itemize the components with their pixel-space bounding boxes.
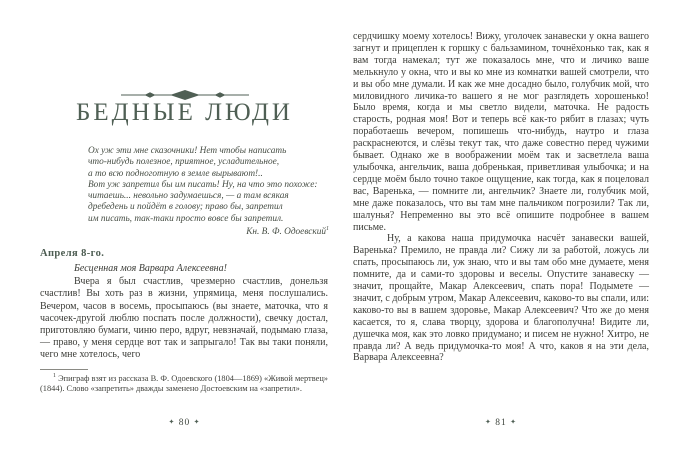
right-page — [353, 0, 649, 466]
page-number-left — [40, 418, 329, 428]
epigraph-line: что-нибудь полезное, приятное, усладительное, — [88, 157, 280, 168]
letter-body-left — [40, 263, 328, 362]
folio-ornament-icon: ✦ — [485, 418, 492, 426]
epigraph-attribution — [88, 227, 329, 238]
footnote-rule — [40, 369, 88, 370]
letter-body-right — [353, 31, 649, 364]
folio-ornament-icon: ✦ — [510, 418, 517, 426]
chapter-title: БЕДНЫЕ ЛЮДИ — [76, 99, 293, 126]
folio-ornament-icon: ✦ — [168, 418, 176, 426]
left-page — [40, 0, 329, 466]
letter-salutation: Бесценная моя Варвара Алексеевна! — [74, 263, 227, 274]
epigraph-line: Вот уж запретил бы им писать! Ну, на что это похоже: — [88, 179, 318, 190]
page-number-right — [353, 418, 649, 428]
folio-number: 81 — [495, 418, 507, 428]
footnote — [40, 369, 328, 395]
letter-paragraph: Ну, а какова наша придумочка насчёт занавески вашей, Варенька? Премило, не правда ли? Сижу ли за работой, ложусь ли спать, просыпаюсь ли, уж знаю, что и вы там обо мне думаете, меня помните, да и сами-то здоровы и веселы. Опустите занавеску — значит, прощайте, Макар Алексеевич, спать пора! Подымете — значит, с добрым утром, Макар Алексеевич, каково-то вы спали, или: каково-то вы в вашем здоровье, Макар Алексеевич? Что же до меня касается, то я, слава творцу, здорова и благополучна! Видите ли, душечка моя, как это ловко придумано; и писем не нужно! Хитро, не правда ли? А ведь придумочка-то моя! А что, каков я на эти дела, Варвара Алексеевна? — [353, 233, 649, 364]
footnote-reference-mark: 1 — [326, 225, 329, 232]
epigraph-line: им писать, так-таки просто вовсе бы запретил. — [88, 213, 284, 224]
footnote-body: Эпиграф взят из рассказа В. Ф. Одоевского (1804—1869) «Живой мертвец» (1844). Слово «запретить» дважды заменено Достоевским на «запретил». — [40, 374, 328, 394]
folio-ornament-icon: ✦ — [193, 418, 201, 426]
epigraph-line: дребедень и пойдёт в голову; право бы, запретил — [88, 202, 283, 213]
footnote-mark: 1 — [53, 373, 56, 380]
letter-date-heading: Апреля 8-го. — [40, 248, 105, 259]
letter-paragraph: Вчера я был счастлив, чрезмерно счастлив, донельзя счастлив! Вы хоть раз в жизни, упрямица, меня послушались. Вечером, часов в восемь, просыпаюсь (вы знаете, маточка, что я часочек-другой люблю поспать после должности), свечку достал, приготовляю бумаги, чиню перо, вдруг, невзначай, подымаю глаза, — право, у меня сердце вот так и запрыгало! Так вы таки поняли, чего мне хотелось, чего — [40, 276, 328, 361]
epigraph-line: а то всю подноготную в земле вырывают!.. — [88, 168, 263, 179]
epigraph-line: Ох уж эти мне сказочники! Нет чтобы написать — [88, 146, 287, 156]
epigraph — [88, 146, 329, 238]
epigraph-line: читаешь... невольно задумаешься, — а там всякая — [88, 191, 289, 202]
folio-number: 80 — [178, 418, 191, 428]
letter-paragraph: сердчишку моему хотелось! Вижу, уголочек занавески у окна вашего загнут и прицеплен к горшку с бальзамином, точнёхонько так, как я вам тогда намекал; тут же показалось мне, что и личико ваше мелькнуло у окна, что и вы ко мне из комнатки вашей смотрели, что и вы обо мне думали. И как же мне досадно было, голубчик мой, что миловидного личика-то вашего я не мог разглядеть хорошенько! Было время, когда и мы светло видели, маточка. Не радость старость, родная моя! Вот и теперь всё как-то рябит в глазах; чуть поработаешь вечером, попишешь что-нибудь, наутро и глаза раскраснеются, и слёзы текут так, что даже совестно перед чужими бывает. Однако же в воображении моём так и засветлела ваша улыбочка, ангельчик, ваша добренькая, приветливая улыбочка; и на сердце моём было точно такое ощущение, как тогда, как я поцеловал вас, Варенька, — помните ли, ангельчик? Знаете ли, голубчик мой, мне даже показалось, что вы там мне пальчиком погрозили? Так ли, шалунья? Непременно вы это всё опишите подробнее в вашем письме. — [353, 31, 649, 233]
footnote-text — [40, 374, 328, 395]
epigraph-attribution-text: Кн. В. Ф. Одоевский — [246, 227, 326, 238]
